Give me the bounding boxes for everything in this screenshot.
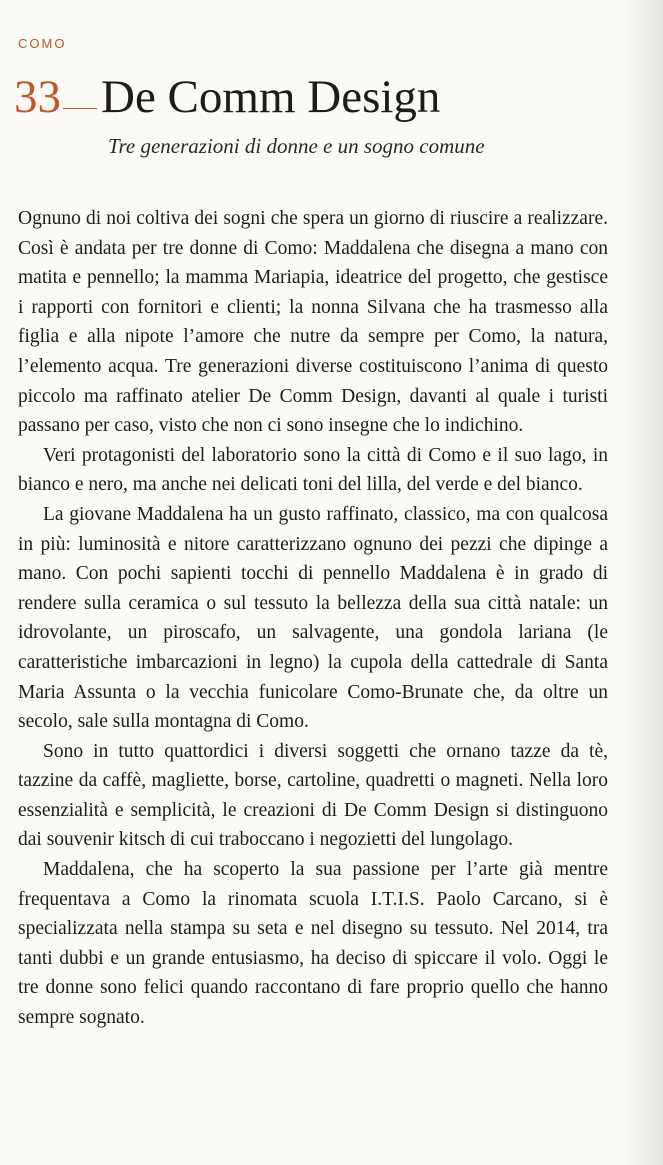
chapter-heading [14, 71, 654, 123]
chapter-rule [63, 108, 97, 109]
paragraph-3: La giovane Maddalena ha un gusto raffinato, classico, ma con qualcosa in più: luminosità e nitore caratterizzano ognuno dei pezzi che dipinge a mano. Con pochi sapienti tocchi di pennello Maddalena è in grado di rendere sulla ceramica o sul tessuto la bellezza della sua città natale: un idrovolante, un piroscafo, un salvagente, una gondola lariana (le caratteristiche imbarcazioni in legno) la cupola della cattedrale di Santa Maria Assunta o la vecchia funicolare Como-Brunate che, da oltre un secolo, sale sulla montagna di Como. [18, 503, 608, 733]
article-body [18, 204, 608, 1033]
paragraph-2: Veri protagonisti del laboratorio sono la città di Como e il suo lago, in bianco e nero, ma anche nei delicati toni del lilla, del verde e del bianco. [18, 444, 608, 496]
section-label: COMO [18, 36, 67, 51]
chapter-title: De Comm Design [101, 71, 441, 123]
page-edge-shadow [623, 0, 663, 1165]
paragraph-1: Ognuno di noi coltiva dei sogni che spera un giorno di riuscire a realizzare. Così è andata per tre donne di Como: Maddalena che disegna a mano con matita e pennello; la mamma Mariapia, ideatrice del progetto, che gestisce i rapporti con fornitori e clienti; la nonna Silvana che ha trasmesso alla figlia e alla nipote l’amore che nutre da sempre per Como, la natura, l’elemento acqua. Tre generazioni diverse costituiscono l’anima di questo piccolo ma raffinato atelier De Comm Design, davanti al quale i turisti passano per caso, visto che non ci sono insegne che lo indichino. [18, 208, 608, 437]
chapter-number: 33 [14, 71, 61, 123]
paragraph-5: Maddalena, che ha scoperto la sua passione per l’arte già mentre frequentava a Como la rinomata scuola I.T.I.S. Paolo Carcano, si è specializzata nella stampa su seta e nel disegno su tessuto. Nel 2014, tra tanti dubbi e un grande entusiasmo, ha deciso di spiccare il volo. Oggi le tre donne sono felici quando raccontano di fare proprio quello che hanno sempre sognato. [18, 859, 608, 1029]
paragraph-4: Sono in tutto quattordici i diversi soggetti che ornano tazze da tè, tazzine da caffè, magliette, borse, cartoline, quadretti o magneti. Nella loro essenzialità e semplicità, le creazioni di De Comm Design si distinguono dai souvenir kitsch di cui traboccano i negozietti del lungolago. [18, 740, 608, 851]
chapter-subtitle: Tre generazioni di donne e un sogno comune [108, 134, 485, 158]
